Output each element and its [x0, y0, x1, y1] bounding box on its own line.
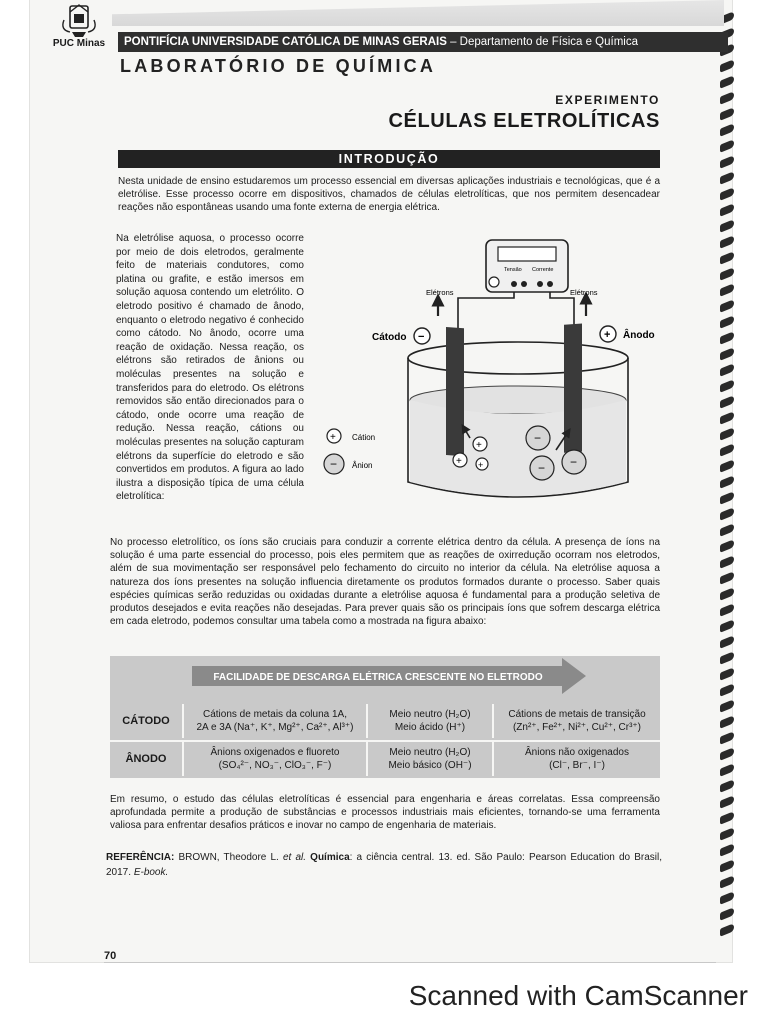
spiral-ring	[720, 427, 734, 441]
spiral-ring	[720, 827, 734, 841]
spiral-ring	[720, 779, 734, 793]
department-name: – Departamento de Física e Química	[450, 36, 638, 48]
spiral-ring	[720, 731, 734, 745]
logo-text: PUC Minas	[52, 38, 106, 49]
intro-paragraph: Nesta unidade de ensino estudaremos um processo essencial em diversas aplicações industriais e tecnológicas, que é a eletrólise. Esse processo ocorre em dispositivos, chamados de células eletrolíticas, que nos permitem desencadear reações não espontâneas usando uma fonte externa de energia elétrica.	[118, 176, 660, 214]
beaker	[408, 342, 628, 497]
footer-rule	[104, 962, 716, 963]
spiral-ring	[720, 555, 734, 569]
table-cell: Cátions de metais da coluna 1A, 2A e 3A (Na⁺, K⁺, Mg²⁺, Ca²⁺, Al³⁺)	[184, 704, 368, 738]
row-head-anode: ÂNODO	[110, 742, 184, 776]
spiral-ring	[720, 859, 734, 873]
table-row-cathode	[110, 704, 660, 738]
spiral-ring	[720, 363, 734, 377]
university-name: PONTIFÍCIA UNIVERSIDADE CATÓLICA DE MINAS GERAIS	[124, 36, 447, 48]
spiral-ring	[720, 715, 734, 729]
spiral-ring	[720, 347, 734, 361]
summary-paragraph: Em resumo, o estudo das células eletrolíticas é essencial para engenharia e áreas correlatas. Essa compreensão aprofundada permite a produção de substâncias e processos industriais mais eficientes, tornando-se uma ferramenta valiosa para enfrentar desafios práticos e inovar no campo de engenharia de materiais.	[110, 794, 660, 832]
paragraph-ions: No processo eletrolítico, os íons são cruciais para conduzir a corrente elétrica dentro da célula. A presença de íons na solução é uma parte essencial do processo, pois eles permitem que as reações de oxirredução ocorram nos eletrodos, além de sua movimentação ser responsável pelo fechamento do circuito no interior da célula. Na eletrólise aquosa a natureza dos íons presentes na solução influencia diretamente os produtos formados durante o processo. Saber quais espécies químicas serão reduzidas ou oxidadas durante a eletrólise aquosa é fundamental para a produção seletiva de produtos desejados e evita reações não desejadas. Para prever quais são os principais íons que sofrem descarga elétrica em cada eletrodo, podemos consultar uma tabela como a mostrada na figura abaixo:	[110, 537, 660, 628]
spiral-ring	[720, 59, 734, 73]
spiral-ring	[720, 235, 734, 249]
spiral-ring	[720, 107, 734, 121]
spiral-ring	[720, 587, 734, 601]
table-cell: Ânions não oxigenados (Cl⁻, Br⁻, I⁻)	[525, 747, 629, 771]
spiral-ring	[720, 475, 734, 489]
spiral-ring	[720, 571, 734, 585]
spiral-ring	[720, 411, 734, 425]
electrons-left-label: Elétrons	[426, 288, 454, 297]
experiment-title: CÉLULAS ELETROLÍTICAS	[388, 110, 660, 132]
spiral-ring	[720, 907, 734, 921]
page-number: 70	[104, 950, 117, 962]
table-row-anode	[110, 740, 660, 776]
spiral-ring	[720, 683, 734, 697]
spiral-ring	[720, 795, 734, 809]
svg-text:−: −	[534, 431, 542, 445]
arrow-label: FACILIDADE DE DESCARGA ELÉTRICA CRESCENTE NO ELETRODO	[213, 672, 543, 683]
spiral-ring	[720, 395, 734, 409]
spiral-ring	[720, 747, 734, 761]
svg-text:+: +	[456, 456, 462, 467]
discharge-arrow	[110, 656, 660, 696]
spiral-ring	[720, 299, 734, 313]
watermark-text: Scanned with CamScanner	[408, 980, 748, 1011]
experiment-label: EXPERIMENTO	[555, 93, 660, 107]
svg-text:−: −	[538, 461, 546, 475]
spiral-ring	[720, 139, 734, 153]
spiral-ring	[720, 443, 734, 457]
scanner-watermark	[0, 978, 768, 1024]
discharge-table	[110, 656, 660, 778]
spiral-ring	[720, 891, 734, 905]
cathode-label: Cátodo	[372, 332, 407, 343]
spiral-ring	[720, 219, 734, 233]
spiral-ring	[720, 699, 734, 713]
table-cell: Cátions de metais de transição (Zn²⁺, Fe²⁺, Ni²⁺, Cu²⁺, Cr³⁺)	[508, 709, 646, 733]
cation-legend-label: Cátion	[352, 433, 376, 442]
row-head-cathode: CÁTODO	[110, 704, 184, 738]
spiral-ring	[720, 667, 734, 681]
spiral-ring	[720, 619, 734, 633]
table-cell: Meio neutro (H₂O) Meio básico (OH⁻)	[368, 742, 494, 776]
spiral-ring	[720, 203, 734, 217]
table-cell: Ânions oxigenados e fluoreto (SO₄²⁻, NO₃⁻, ClO₃⁻, F⁻)	[184, 742, 368, 776]
spiral-ring	[720, 523, 734, 537]
spiral-ring	[720, 171, 734, 185]
spiral-ring	[720, 155, 734, 169]
spiral-binding	[716, 14, 738, 954]
section-title-introduction: INTRODUÇÃO	[118, 150, 660, 168]
spiral-ring	[720, 491, 734, 505]
spiral-ring	[720, 811, 734, 825]
university-logo	[50, 2, 108, 50]
crest-icon	[50, 2, 108, 40]
spiral-ring	[720, 459, 734, 473]
spiral-ring	[720, 75, 734, 89]
electrons-right-label: Elétrons	[570, 288, 598, 297]
power-supply	[486, 240, 568, 292]
svg-text:+: +	[476, 440, 482, 451]
current-label: Corrente	[532, 267, 554, 273]
reference: REFERÊNCIA: BROWN, Theodore L. et al. Química: a ciência central. 13. ed. São Paulo: Pearson Education do Brasil, 2017. E-book.	[106, 852, 662, 878]
electrolytic-cell-figure	[318, 232, 662, 522]
svg-text:+: +	[330, 432, 336, 443]
spiral-ring	[720, 507, 734, 521]
spiral-ring	[720, 763, 734, 777]
svg-text:−: −	[330, 457, 338, 471]
voltage-label: Tensão	[504, 267, 522, 273]
spiral-ring	[720, 267, 734, 281]
spiral-ring	[720, 251, 734, 265]
svg-text:+: +	[604, 329, 611, 341]
spiral-ring	[720, 651, 734, 665]
spiral-ring	[720, 315, 734, 329]
column-paragraph: Na eletrólise aquosa, o processo ocorre por meio de dois eletrodos, geralmente feito de materiais condutores, como platina ou grafite, e estão imersos em solução aquosa contendo um eletrólito. O eletrodo positivo é chamado de ânodo, enquanto o eletrodo negativo é conhecido como cátodo. No ânodo, ocorre uma reação de oxidação. Nessa reação, os elétrons são retirados de ânions ou moléculas presentes na solução e transferidos para do eletrodo. Os elétrons removidos são então direcionados para o cátodo, onde ocorre uma reação de redução. Nessa reação, cátions ou moléculas presentes na solução capturam elétrons da superfície do eletrodo e são convertidos em produtos. A figura ao lado ilustra a disposição típica de uma célula eletrolítica:	[116, 233, 304, 503]
svg-text:+: +	[478, 460, 484, 470]
header-bar	[118, 32, 728, 52]
cathode-electrode	[446, 327, 464, 456]
table-cell: Meio neutro (H₂O) Meio ácido (H⁺)	[368, 704, 494, 738]
anion-legend-label: Ânion	[352, 461, 373, 470]
svg-text:−: −	[570, 455, 578, 469]
spiral-ring	[720, 123, 734, 137]
svg-text:−: −	[418, 331, 425, 343]
anode-label: Ânodo	[623, 330, 655, 341]
spiral-ring	[720, 603, 734, 617]
spiral-ring	[720, 539, 734, 553]
spiral-ring	[720, 923, 734, 937]
lab-title: LABORATÓRIO DE QUÍMICA	[120, 56, 437, 76]
spiral-ring	[720, 379, 734, 393]
spiral-ring	[720, 875, 734, 889]
spiral-ring	[720, 91, 734, 105]
spiral-ring	[720, 331, 734, 345]
spiral-ring	[720, 283, 734, 297]
spiral-ring	[720, 187, 734, 201]
spiral-ring	[720, 843, 734, 857]
spiral-ring	[720, 635, 734, 649]
